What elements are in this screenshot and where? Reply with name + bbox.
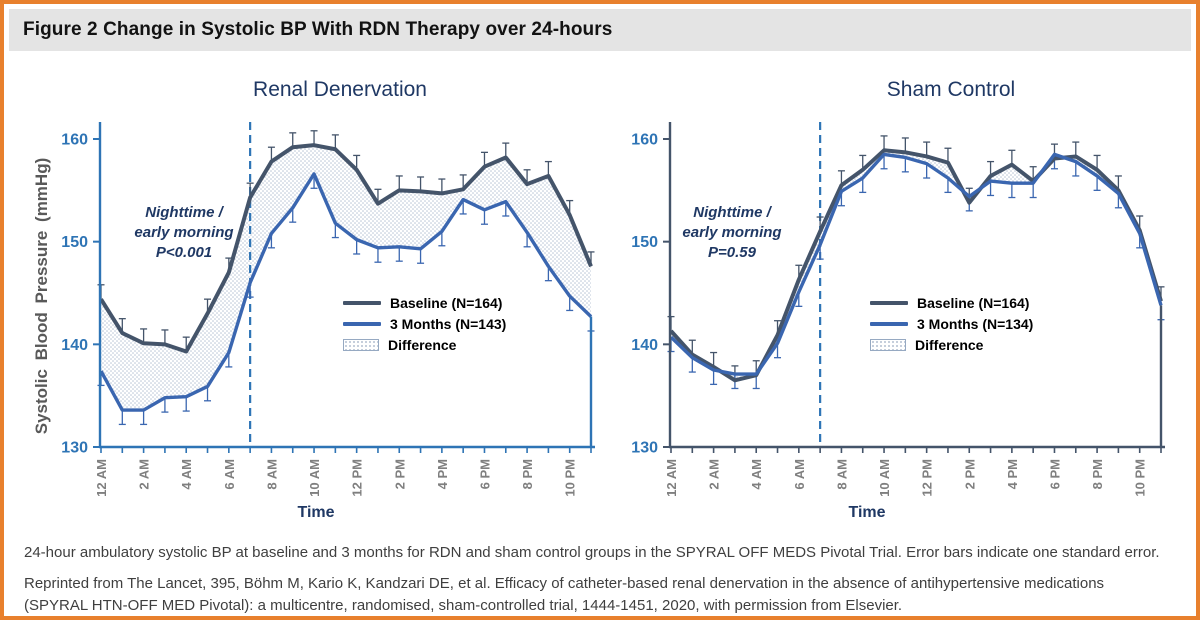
x-tick-label: 8 AM bbox=[264, 459, 280, 490]
x-tick-label: 10 PM bbox=[1132, 459, 1148, 497]
x-tick-label: 12 AM bbox=[664, 459, 679, 497]
difference-fill bbox=[101, 145, 591, 410]
x-tick-label: 4 PM bbox=[434, 459, 450, 490]
x-tick-label: 4 PM bbox=[1004, 459, 1020, 490]
figure-title: Figure 2 Change in Systolic BP With RDN Therapy over 24-hours bbox=[23, 19, 613, 40]
renal-denervation-plot bbox=[61, 122, 595, 497]
sham-annotation bbox=[682, 203, 781, 263]
legend-row-baseline bbox=[343, 292, 506, 313]
sham-annotation-line2: early morning bbox=[682, 224, 782, 241]
difference-legend-label: Difference bbox=[915, 336, 984, 353]
sham-annotation-line1: Nighttime / bbox=[693, 204, 771, 221]
legend-row-difference bbox=[343, 334, 506, 355]
three-months-legend-label: 3 Months (N=134) bbox=[917, 315, 1034, 332]
x-tick-label: 2 PM bbox=[962, 459, 978, 490]
difference-pattern-swatch bbox=[343, 339, 379, 351]
x-tick-label: 2 AM bbox=[706, 459, 722, 490]
rdn-annotation bbox=[134, 203, 233, 263]
y-axis-title: Systolic Blood Pressure (mmHg) bbox=[32, 157, 51, 435]
x-tick-label: 4 AM bbox=[749, 459, 765, 490]
figure-caption: 24-hour ambulatory systolic BP at baseline and 3 months for RDN and sham control groups in the SPYRAL OFF MEDS Pivotal Trial. Error bars indicate one standard error. bbox=[24, 544, 1160, 561]
x-tick-label: 8 PM bbox=[1090, 459, 1106, 490]
x-tick-label: 4 AM bbox=[179, 459, 195, 490]
rdn-annotation-pvalue: P<0.001 bbox=[155, 244, 213, 261]
rdn-annotation-line1: Nighttime / bbox=[145, 204, 223, 221]
x-tick-label: 10 AM bbox=[877, 459, 893, 497]
x-tick-label: 8 PM bbox=[520, 459, 536, 490]
sham-legend bbox=[870, 292, 1033, 355]
y-tick-label: 130 bbox=[631, 439, 658, 457]
three-months-legend-label: 3 Months (N=143) bbox=[390, 315, 507, 332]
baseline-legend-label: Baseline (N=164) bbox=[917, 294, 1030, 311]
y-tick-label: 160 bbox=[631, 131, 658, 149]
y-tick-label: 150 bbox=[631, 234, 658, 252]
legend-row-baseline bbox=[870, 292, 1033, 313]
x-tick-label: 12 PM bbox=[919, 459, 935, 497]
rdn-chart-title: Renal Denervation bbox=[253, 78, 427, 101]
x-tick-label: 2 AM bbox=[136, 459, 152, 490]
x-tick-label: 6 AM bbox=[791, 459, 807, 490]
baseline-legend-label: Baseline (N=164) bbox=[390, 294, 503, 311]
y-tick-label: 160 bbox=[61, 131, 88, 149]
rdn-legend bbox=[343, 292, 506, 355]
attribution-line2: (SPYRAL HTN-OFF MED Pivotal): a multicentre, randomised, sham-controlled trial, 1444-1451, 2020, with permission from Elsevier. bbox=[24, 597, 903, 614]
x-tick-label: 12 AM bbox=[94, 459, 109, 497]
x-tick-label: 6 AM bbox=[221, 459, 237, 490]
difference-legend-label: Difference bbox=[388, 336, 457, 353]
y-tick-label: 140 bbox=[61, 336, 88, 354]
rdn-x-axis-title: Time bbox=[297, 504, 335, 521]
baseline-line-swatch bbox=[870, 301, 908, 305]
legend-row-3months bbox=[343, 313, 506, 334]
difference-pattern-swatch bbox=[870, 339, 906, 351]
sham-x-axis-title: Time bbox=[848, 504, 886, 521]
legend-row-difference bbox=[870, 334, 1033, 355]
x-tick-label: 6 PM bbox=[477, 459, 493, 490]
sham-annotation-pvalue: P=0.59 bbox=[708, 244, 756, 261]
x-tick-label: 10 AM bbox=[307, 459, 323, 497]
three-months-line-swatch bbox=[870, 322, 908, 326]
x-tick-label: 2 PM bbox=[392, 459, 408, 490]
x-tick-label: 6 PM bbox=[1047, 459, 1063, 490]
baseline-line-swatch bbox=[343, 301, 381, 305]
x-tick-label: 8 AM bbox=[834, 459, 850, 490]
y-tick-label: 150 bbox=[61, 234, 88, 252]
rdn-annotation-line2: early morning bbox=[134, 224, 234, 241]
legend-row-3months bbox=[870, 313, 1033, 334]
x-tick-label: 12 PM bbox=[349, 459, 365, 497]
y-tick-label: 140 bbox=[631, 336, 658, 354]
three-months-line-swatch bbox=[343, 322, 381, 326]
attribution-line1: Reprinted from The Lancet, 395, Böhm M, Kario K, Kandzari DE, et al. Efficacy of catheter-based renal denervation in the absence of antihypertensive medications bbox=[24, 575, 1105, 592]
sham-chart-title: Sham Control bbox=[886, 78, 1016, 101]
x-tick-label: 10 PM bbox=[562, 459, 578, 497]
y-tick-label: 130 bbox=[61, 439, 88, 457]
